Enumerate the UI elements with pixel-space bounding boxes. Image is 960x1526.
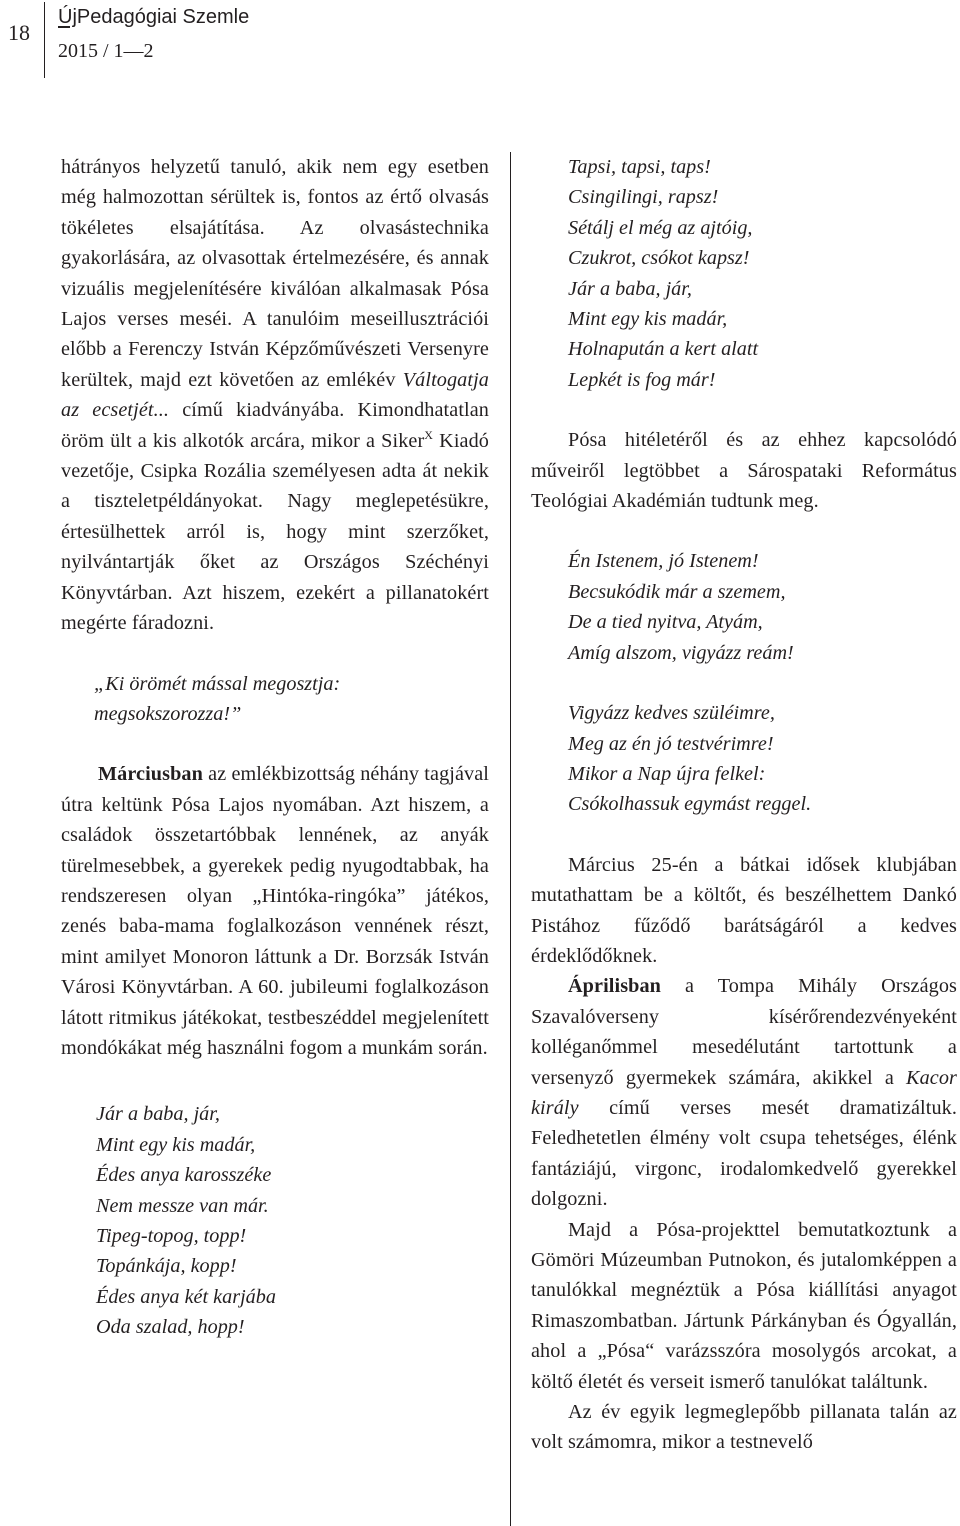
paragraph-april <box>531 971 957 1214</box>
column-divider <box>510 152 511 1526</box>
poem-line: De a tied nyitva, Atyám, <box>568 611 763 634</box>
header-divider <box>44 2 45 78</box>
poem-line: Vigyázz kedves szüléimre, <box>568 702 775 725</box>
superscript: X <box>424 427 434 442</box>
paragraph-surprise: Az év egyik legmeglepőbb pillanata talán az volt számomra, mikor a testnevelő <box>531 1401 957 1454</box>
paragraph-text: című verses mesét dramatizáltuk. Feledhetetlen élmény volt csupa tehetséges, élénk fantáziájú, virgonc, irodalomkedvelő gyerekkel dolgozni. <box>531 1096 957 1211</box>
poem-line: Lepkét is fog már! <box>568 368 716 391</box>
poem-line: Meg az én jó testvérimre! <box>568 732 774 755</box>
poem-line: Jár a baba, jár, <box>568 277 692 300</box>
page-number: 18 <box>8 20 30 45</box>
quote-line: „Ki örömét mással megosztja: <box>94 672 341 695</box>
paragraph-text: című kiadványába. Kimondhatatlan öröm ült a kis alkotók arcára, mikor a Siker <box>61 399 489 452</box>
book-title: Váltogatja az ecsetjét... <box>61 368 489 422</box>
poem-line: Én Istenem, jó Istenem! <box>568 550 759 573</box>
poem-line: Amíg alszom, vigyázz reám! <box>568 641 794 664</box>
paragraph-text: a Tompa Mihály Országos Szavalóverseny kísérőrendezvényeként kolléganőmmel mesedélutánt tartottunk a versenyző gyermekek számára, akikkel a <box>531 975 957 1089</box>
paragraph-text: hátrányos helyzetű tanuló, akik nem egy esetben még halmozottan sérültek is, fontos az értő olvasás tökéletes elsajátítása. Az olvasástechnika gyakorlására, az olvasottak értelmezésére, és annak vizuális megjelenítésére kiválóan alkalmasak Pósa Lajos verses meséi. A tanulóim meseillusztrációi előbb a Ferenczy István Képzőművészeti Versenyre kerültek, majd ezt követően az emlékév <box>61 156 489 391</box>
page-header <box>0 0 960 80</box>
poem-line: Topánkája, kopp! <box>96 1255 237 1278</box>
poem-vigyazz <box>568 698 957 820</box>
paragraph-batka: Március 25-én a bátkai idősek klubjában mutathattam be a költőt, és beszélhettem Dankó Pistához fűződő barátságáról a kedves érdeklődőknek. <box>531 853 957 967</box>
journal-prefix: Új <box>58 6 77 28</box>
poem-line: Jár a baba, jár, <box>96 1103 220 1126</box>
quote <box>94 669 489 730</box>
poem-jar-a-baba <box>96 1099 489 1342</box>
paragraph-text: Kiadó vezetője, Csipka Rozália személyesen adta át nekik a tiszteletpéldányokat. Nagy meglepetésükre, értesülhettek arról is, hogy mint szerzőket, nyilvántartják őket az Országos Széchényi Könyvtárban. Azt hiszem, ezekért a pillanatokért megérte fáradozni. <box>61 429 489 635</box>
paragraph-project: Majd a Pósa-projekttel bemutatkoztunk a Gömöri Múzeumban Putnokon, és jutalomképpen a tanulókkal megnéztük a Pósa kiállítási anyagot Rimaszombatban. Jártunk Párkányban és Ógyallán, ahol a „Pósa“ varázsszóra mosolygós arcokat, a költő életét és verseit ismerő tanulókat találtunk. <box>531 1218 957 1393</box>
paragraph-sarospatak: Pósa hitéletéről és az ehhez kapcsolódó műveiről legtöbbet a Sárospataki Református Teológiai Akadémián tudtunk meg. <box>531 429 957 513</box>
journal-name: Pedagógiai Szemle <box>76 6 250 28</box>
poem-line: Sétálj el még az ajtóig, <box>568 216 753 239</box>
poem-line: Csókolhassuk egymást reggel. <box>568 793 812 816</box>
poem-en-istenem <box>568 546 957 668</box>
paragraph-reading <box>61 152 489 639</box>
left-column <box>61 152 489 1343</box>
poem-line: Édes anya két karjába <box>96 1285 276 1308</box>
poem-tapsi <box>568 152 957 395</box>
month-heading: Márciusban <box>98 763 203 786</box>
right-column <box>531 152 957 1458</box>
poem-line: Nem messze van már. <box>96 1194 269 1217</box>
poem-line: Becsukódik már a szemem, <box>568 580 786 603</box>
poem-line: Mint egy kis madár, <box>96 1133 256 1156</box>
poem-line: Mikor a Nap újra felkel: <box>568 762 766 785</box>
poem-line: Mint egy kis madár, <box>568 308 728 331</box>
book-title: Kacor király <box>531 1066 957 1119</box>
poem-line: Tapsi, tapsi, taps! <box>568 156 711 178</box>
poem-line: Czukrot, csókot kapsz! <box>568 247 750 270</box>
poem-line: Oda szalad, hopp! <box>96 1316 245 1339</box>
issue-number: 2015 / 1—2 <box>58 40 154 62</box>
journal-title <box>58 6 249 29</box>
month-heading: Áprilisban <box>568 975 661 998</box>
poem-line: Holnapután a kert alatt <box>568 338 759 361</box>
poem-line: Tipeg-topog, topp! <box>96 1225 247 1247</box>
paragraph-text: az emlékbizottság néhány tagjával útra keltünk Pósa Lajos nyomában. Azt hiszem, a családok összetartóbbak lennének, az anyák türelmesebbek, a gyerekek pedig nyugodtabbak, ha rendszeresen olyan „Hintóka-ringóka” játékos, zenés baba-mama foglalkozáson vennének részt, mint amilyet Monoron láttunk a Dr. Borzsák István Városi Könyvtárban. A 60. jubileumi foglalkozáson látott ritmikus játékokat, testbeszéddel megjelenített mondókákat még használni fogom a munkám során. <box>61 763 489 1059</box>
quote-line: megsokszorozza!” <box>94 702 242 725</box>
paragraph-march <box>61 759 489 1063</box>
poem-line: Édes anya karosszéke <box>96 1164 272 1187</box>
poem-line: Csingilingi, rapsz! <box>568 186 719 209</box>
